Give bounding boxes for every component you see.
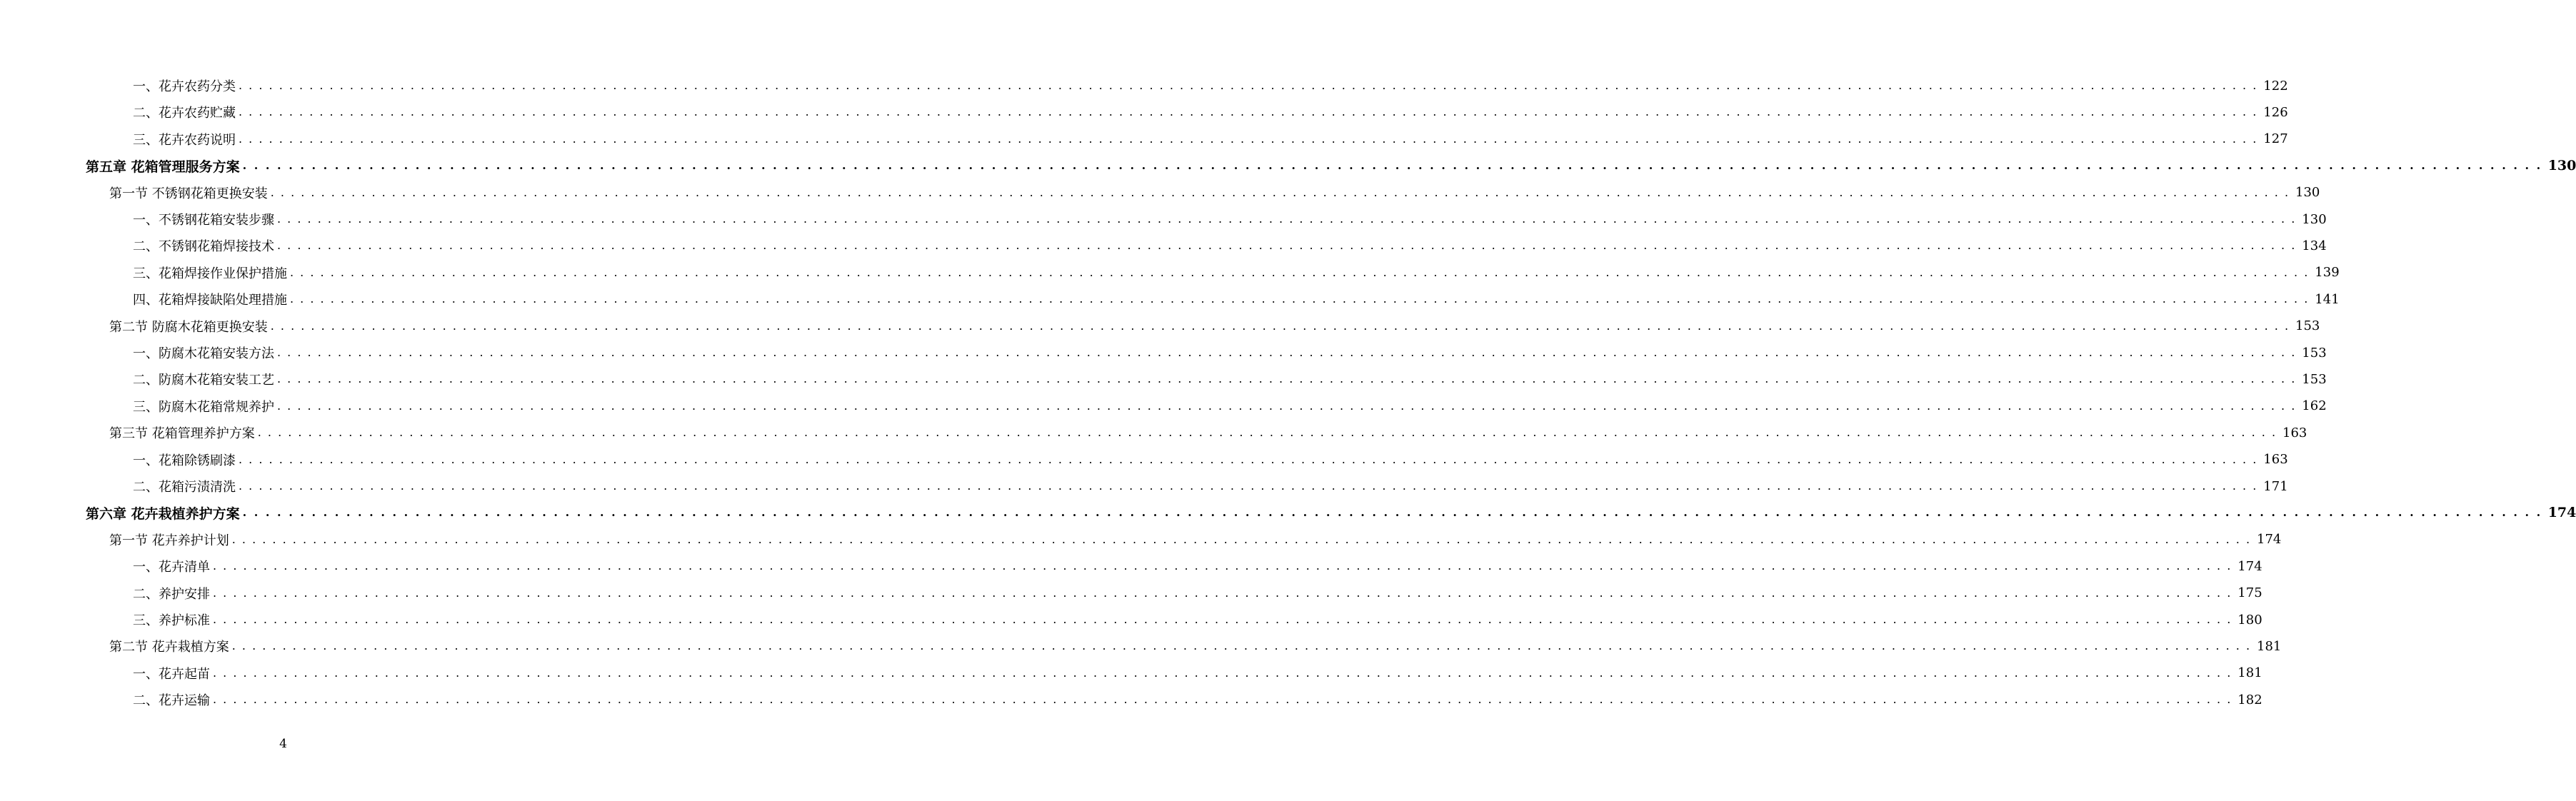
toc-entry[interactable]: [0, 343, 2327, 363]
page-number: 4: [279, 737, 287, 751]
toc-entry-page: 139: [2315, 265, 2340, 281]
toc-dot-leader: . . . . . . . . . . . . . . . . . . . . . . . . . . . . . . . . . . . . . . . . . . . . . . . . . . . . . . . . . . . . . . . . . . . . . . . . . . . . . . . . . . . . . . . . . . . . . . . . . . . . . . . . . . . . . . . . . . . . . . . . . . . . . . . . . . . . . . . . . . . . . . . . . . . . . . . . . . . . . . . . . . . . . . . . . . . . . . . . . . . . . . . . . . . . . . . . . . . . . . . .: [239, 131, 2258, 146]
toc-entry-page: 181: [2257, 638, 2282, 654]
toc-dot-leader: . . . . . . . . . . . . . . . . . . . . . . . . . . . . . . . . . . . . . . . . . . . . . . . . . . . . . . . . . . . . . . . . . . . . . . . . . . . . . . . . . . . . . . . . . . . . . . . . . . . . . . . . . . . . . . . . . . . . . . . . . . . . . . . . . . . . . . . . . . . . . . . . . . . . . . . . . . . . . . . . . . . . . . . . . . . . . . . . . . . . . . . . . . . . . . . . . . . . . . . .: [277, 346, 2297, 359]
toc-entry-title: 二、防腐木花箱安装工艺: [133, 373, 274, 388]
toc-entry-page: 153: [2302, 371, 2327, 387]
toc-entry-page: 130: [2547, 158, 2576, 174]
toc-dot-leader: . . . . . . . . . . . . . . . . . . . . . . . . . . . . . . . . . . . . . . . . . . . . . . . . . . . . . . . . . . . . . . . . . . . . . . . . . . . . . . . . . . . . . . . . . . . . . . . . . . . . . . . . . . . . . . . . . . . . . . . . . . . . . . . . . . . . . . . . . . . . . . . . . . . . . . . . . . . . . . . . . . . . . . . . . . . . . . . . . . . . . . . . . . . . . . . . . . . . . . . .: [270, 185, 2290, 199]
toc-entry-title: 第三节 花箱管理养护方案: [109, 426, 255, 442]
toc-entry-page: 153: [2295, 318, 2320, 334]
toc-dot-leader: . . . . . . . . . . . . . . . . . . . . . . . . . . . . . . . . . . . . . . . . . . . . . . . . . . . . . . . . . . . . . . . . . . . . . . . . . . . . . . . . . . . . . . . . . . . . . . . . . . . . . . . . . . . . . . . . . . . . . . . . . . . . . . . . . . . . . . . . . . . . . . . . . . . . . . . . . . . . . . . . . . . . . . . . . . . . . . . . . . . . . . . . . . . . . . . . . . . . . . . .: [290, 292, 2310, 306]
toc-entry-page: 134: [2302, 238, 2327, 253]
toc-dot-leader: . . . . . . . . . . . . . . . . . . . . . . . . . . . . . . . . . . . . . . . . . . . . . . . . . . . . . . . . . . . . . . . . . . . . . . . . . . . . . . . . . . . . . . . . . . . . . . . . . . . . . . . . . . . . . . . . . . . . . . . . . . . . . . . . . . . . . . . . . . . . . . . . . . . . . . . . . . . . . . . . . . . . . . . . . . . . . . . . . . . . . . . . . . . . . . . . . . . . . . . .: [213, 692, 2232, 707]
toc-entry-title: 第五章 花箱管理服务方案: [86, 158, 240, 175]
toc-entry-page: 174: [2257, 532, 2282, 548]
toc-entry-page: 182: [2237, 692, 2262, 707]
toc-entry[interactable]: [0, 583, 2262, 603]
toc-dot-leader: . . . . . . . . . . . . . . . . . . . . . . . . . . . . . . . . . . . . . . . . . . . . . . . . . . . . . . . . . . . . . . . . . . . . . . . . . . . . . . . . . . . . . . . . . . . . . . . . . . . . . . . . . . . . . . . . . . . . . . . . . . . . . . . . . . . . . . . . . . . . . . . . . . . . . . . . . . . . . . . . . . . . . . . . . . . . . . . . . . . . . . . . . . . . . . . . . . . . . . . .: [239, 105, 2258, 119]
toc-dot-leader: . . . . . . . . . . . . . . . . . . . . . . . . . . . . . . . . . . . . . . . . . . . . . . . . . . . . . . . . . . . . . . . . . . . . . . . . . . . . . . . . . . . . . . . . . . . . . . . . . . . . . . . . . . . . . . . . . . . . . . . . . . . . . . . . . . . . . . . . . . . . . . . . . . . . . . . . . . . . . . . . . . . . . . . . . . . . . . . . . . . . . . . . . . . . . . . . . . . . . . . .: [213, 665, 2232, 680]
toc-entry[interactable]: [0, 530, 2282, 550]
toc-entry-page: 174: [2237, 558, 2262, 574]
toc-entry-title: 三、防腐木花箱常规养护: [133, 399, 274, 415]
toc-dot-leader: . . . . . . . . . . . . . . . . . . . . . . . . . . . . . . . . . . . . . . . . . . . . . . . . . . . . . . . . . . . . . . . . . . . . . . . . . . . . . . . . . . . . . . . . . . . . . . . . . . . . . . . . . . . . . . . . . . . . . . . . . . . . . . . . . . . . . . . . . . . . . . . . . . . . . . . . . . . . . . . . . . . . . . . . . . . . . . . . . . . . . . . . . . . . . . . . . . . . . . . .: [242, 505, 2542, 520]
toc-dot-leader: . . . . . . . . . . . . . . . . . . . . . . . . . . . . . . . . . . . . . . . . . . . . . . . . . . . . . . . . . . . . . . . . . . . . . . . . . . . . . . . . . . . . . . . . . . . . . . . . . . . . . . . . . . . . . . . . . . . . . . . . . . . . . . . . . . . . . . . . . . . . . . . . . . . . . . . . . . . . . . . . . . . . . . . . . . . . . . . . . . . . . . . . . . . . . . . . . . . . . . . .: [257, 425, 2277, 440]
toc-entry[interactable]: [0, 76, 2288, 96]
toc-entry-page: 163: [2263, 452, 2288, 468]
toc-entry-title: 一、花卉起苗: [133, 666, 210, 682]
toc-dot-leader: . . . . . . . . . . . . . . . . . . . . . . . . . . . . . . . . . . . . . . . . . . . . . . . . . . . . . . . . . . . . . . . . . . . . . . . . . . . . . . . . . . . . . . . . . . . . . . . . . . . . . . . . . . . . . . . . . . . . . . . . . . . . . . . . . . . . . . . . . . . . . . . . . . . . . . . . . . . . . . . . . . . . . . . . . . . . . . . . . . . . . . . . . . . . . . . . . . . . . . . .: [213, 559, 2232, 573]
toc-entry-title: 二、花卉运输: [133, 693, 210, 709]
toc-entry[interactable]: [0, 476, 2288, 496]
toc-entry-title: 第一节 不锈钢花箱更换安装: [109, 186, 268, 201]
toc-entry-title: 第六章 花卉栽植养护方案: [86, 505, 240, 522]
toc-entry[interactable]: [0, 102, 2288, 122]
toc-entry-title: 二、花卉农药贮藏: [133, 106, 236, 121]
toc-dot-leader: . . . . . . . . . . . . . . . . . . . . . . . . . . . . . . . . . . . . . . . . . . . . . . . . . . . . . . . . . . . . . . . . . . . . . . . . . . . . . . . . . . . . . . . . . . . . . . . . . . . . . . . . . . . . . . . . . . . . . . . . . . . . . . . . . . . . . . . . . . . . . . . . . . . . . . . . . . . . . . . . . . . . . . . . . . . . . . . . . . . . . . . . . . . . . . . . . . . . . . . .: [231, 639, 2252, 653]
toc-dot-leader: . . . . . . . . . . . . . . . . . . . . . . . . . . . . . . . . . . . . . . . . . . . . . . . . . . . . . . . . . . . . . . . . . . . . . . . . . . . . . . . . . . . . . . . . . . . . . . . . . . . . . . . . . . . . . . . . . . . . . . . . . . . . . . . . . . . . . . . . . . . . . . . . . . . . . . . . . . . . . . . . . . . . . . . . . . . . . . . . . . . . . . . . . . . . . . . . . . . . . . . .: [231, 532, 2252, 546]
toc-entry-title: 三、养护标准: [133, 613, 210, 628]
toc-entry[interactable]: [0, 396, 2327, 416]
toc-entry-page: 174: [2547, 505, 2576, 521]
toc-entry[interactable]: [0, 610, 2262, 630]
toc-entry[interactable]: [0, 690, 2262, 710]
toc-dot-leader: . . . . . . . . . . . . . . . . . . . . . . . . . . . . . . . . . . . . . . . . . . . . . . . . . . . . . . . . . . . . . . . . . . . . . . . . . . . . . . . . . . . . . . . . . . . . . . . . . . . . . . . . . . . . . . . . . . . . . . . . . . . . . . . . . . . . . . . . . . . . . . . . . . . . . . . . . . . . . . . . . . . . . . . . . . . . . . . . . . . . . . . . . . . . . . . . . . . . . . . .: [277, 398, 2297, 413]
toc-entry-page: 127: [2263, 131, 2288, 147]
toc-entry[interactable]: [0, 316, 2320, 336]
toc-dot-leader: . . . . . . . . . . . . . . . . . . . . . . . . . . . . . . . . . . . . . . . . . . . . . . . . . . . . . . . . . . . . . . . . . . . . . . . . . . . . . . . . . . . . . . . . . . . . . . . . . . . . . . . . . . . . . . . . . . . . . . . . . . . . . . . . . . . . . . . . . . . . . . . . . . . . . . . . . . . . . . . . . . . . . . . . . . . . . . . . . . . . . . . . . . . . . . . . . . . . . . . .: [213, 585, 2232, 600]
toc-entry-title: 二、花箱污渍清洗: [133, 480, 236, 495]
toc-entry-page: 175: [2237, 585, 2262, 601]
toc-entry-page: 122: [2263, 78, 2288, 94]
toc-entry[interactable]: [0, 156, 2576, 176]
toc-entry[interactable]: [0, 636, 2282, 656]
toc-dot-leader: . . . . . . . . . . . . . . . . . . . . . . . . . . . . . . . . . . . . . . . . . . . . . . . . . . . . . . . . . . . . . . . . . . . . . . . . . . . . . . . . . . . . . . . . . . . . . . . . . . . . . . . . . . . . . . . . . . . . . . . . . . . . . . . . . . . . . . . . . . . . . . . . . . . . . . . . . . . . . . . . . . . . . . . . . . . . . . . . . . . . . . . . . . . . . . . . . . . . . . . .: [277, 372, 2297, 386]
toc-entry[interactable]: [0, 450, 2288, 470]
toc-entry-title: 第二节 花卉栽植方案: [109, 640, 229, 655]
toc-entry-title: 二、养护安排: [133, 586, 210, 602]
toc-dot-leader: . . . . . . . . . . . . . . . . . . . . . . . . . . . . . . . . . . . . . . . . . . . . . . . . . . . . . . . . . . . . . . . . . . . . . . . . . . . . . . . . . . . . . . . . . . . . . . . . . . . . . . . . . . . . . . . . . . . . . . . . . . . . . . . . . . . . . . . . . . . . . . . . . . . . . . . . . . . . . . . . . . . . . . . . . . . . . . . . . . . . . . . . . . . . . . . . . . . . . . . .: [239, 452, 2258, 466]
toc-entry-page: 162: [2302, 398, 2327, 414]
toc-dot-leader: . . . . . . . . . . . . . . . . . . . . . . . . . . . . . . . . . . . . . . . . . . . . . . . . . . . . . . . . . . . . . . . . . . . . . . . . . . . . . . . . . . . . . . . . . . . . . . . . . . . . . . . . . . . . . . . . . . . . . . . . . . . . . . . . . . . . . . . . . . . . . . . . . . . . . . . . . . . . . . . . . . . . . . . . . . . . . . . . . . . . . . . . . . . . . . . . . . . . . . . .: [277, 212, 2297, 226]
toc-entry-title: 一、防腐木花箱安装方法: [133, 346, 274, 361]
toc-entry[interactable]: [0, 503, 2576, 523]
toc-dot-leader: . . . . . . . . . . . . . . . . . . . . . . . . . . . . . . . . . . . . . . . . . . . . . . . . . . . . . . . . . . . . . . . . . . . . . . . . . . . . . . . . . . . . . . . . . . . . . . . . . . . . . . . . . . . . . . . . . . . . . . . . . . . . . . . . . . . . . . . . . . . . . . . . . . . . . . . . . . . . . . . . . . . . . . . . . . . . . . . . . . . . . . . . . . . . . . . . . . . . . . . .: [270, 318, 2290, 333]
toc-entry-title: 一、花箱除锈刷漆: [133, 453, 236, 468]
toc-entry-title: 第二节 防腐木花箱更换安装: [109, 319, 268, 335]
toc-entry-title: 三、花箱焊接作业保护措施: [133, 266, 287, 281]
toc-entry-page: 141: [2315, 291, 2340, 307]
toc-entry-title: 二、不锈钢花箱焊接技术: [133, 239, 274, 255]
toc-entry[interactable]: [0, 423, 2307, 443]
toc-entry-title: 四、花箱焊接缺陷处理措施: [133, 293, 287, 308]
toc-entry[interactable]: [0, 183, 2320, 203]
toc-entry-title: 一、花卉农药分类: [133, 79, 236, 94]
toc-entry[interactable]: [0, 129, 2288, 149]
toc-dot-leader: . . . . . . . . . . . . . . . . . . . . . . . . . . . . . . . . . . . . . . . . . . . . . . . . . . . . . . . . . . . . . . . . . . . . . . . . . . . . . . . . . . . . . . . . . . . . . . . . . . . . . . . . . . . . . . . . . . . . . . . . . . . . . . . . . . . . . . . . . . . . . . . . . . . . . . . . . . . . . . . . . . . . . . . . . . . . . . . . . . . . . . . . . . . . . . . . . . . . . . . .: [213, 613, 2232, 626]
toc-entry-title: 第一节 花卉养护计划: [109, 533, 229, 548]
toc-dot-leader: . . . . . . . . . . . . . . . . . . . . . . . . . . . . . . . . . . . . . . . . . . . . . . . . . . . . . . . . . . . . . . . . . . . . . . . . . . . . . . . . . . . . . . . . . . . . . . . . . . . . . . . . . . . . . . . . . . . . . . . . . . . . . . . . . . . . . . . . . . . . . . . . . . . . . . . . . . . . . . . . . . . . . . . . . . . . . . . . . . . . . . . . . . . . . . . . . . . . . . . .: [239, 79, 2258, 92]
toc-entry-title: 一、不锈钢花箱安装步骤: [133, 213, 274, 228]
toc-entry-page: 130: [2295, 185, 2320, 201]
toc-entry-page: 181: [2237, 665, 2262, 681]
toc-entry-page: 126: [2263, 104, 2288, 120]
toc-entry-title: 三、花卉农药说明: [133, 132, 236, 148]
toc-entry[interactable]: [0, 289, 2340, 309]
toc-entry-page: 180: [2237, 612, 2262, 628]
toc-entry-page: 130: [2302, 211, 2327, 227]
toc-entry[interactable]: [0, 369, 2327, 389]
toc-entry[interactable]: [0, 209, 2327, 229]
toc-dot-leader: . . . . . . . . . . . . . . . . . . . . . . . . . . . . . . . . . . . . . . . . . . . . . . . . . . . . . . . . . . . . . . . . . . . . . . . . . . . . . . . . . . . . . . . . . . . . . . . . . . . . . . . . . . . . . . . . . . . . . . . . . . . . . . . . . . . . . . . . . . . . . . . . . . . . . . . . . . . . . . . . . . . . . . . . . . . . . . . . . . . . . . . . . . . . . . . . . . . . . . . .: [277, 238, 2297, 253]
toc-dot-leader: . . . . . . . . . . . . . . . . . . . . . . . . . . . . . . . . . . . . . . . . . . . . . . . . . . . . . . . . . . . . . . . . . . . . . . . . . . . . . . . . . . . . . . . . . . . . . . . . . . . . . . . . . . . . . . . . . . . . . . . . . . . . . . . . . . . . . . . . . . . . . . . . . . . . . . . . . . . . . . . . . . . . . . . . . . . . . . . . . . . . . . . . . . . . . . . . . . . . . . . .: [242, 158, 2542, 173]
toc-dot-leader: . . . . . . . . . . . . . . . . . . . . . . . . . . . . . . . . . . . . . . . . . . . . . . . . . . . . . . . . . . . . . . . . . . . . . . . . . . . . . . . . . . . . . . . . . . . . . . . . . . . . . . . . . . . . . . . . . . . . . . . . . . . . . . . . . . . . . . . . . . . . . . . . . . . . . . . . . . . . . . . . . . . . . . . . . . . . . . . . . . . . . . . . . . . . . . . . . . . . . . . .: [239, 479, 2258, 493]
toc-entry[interactable]: [0, 556, 2262, 576]
toc-entry-page: 163: [2282, 425, 2307, 440]
toc-entry[interactable]: [0, 663, 2262, 683]
toc-entry-title: 一、花卉清单: [133, 560, 210, 575]
toc-entry[interactable]: [0, 263, 2340, 283]
toc-entry-page: 153: [2302, 345, 2327, 361]
toc-dot-leader: . . . . . . . . . . . . . . . . . . . . . . . . . . . . . . . . . . . . . . . . . . . . . . . . . . . . . . . . . . . . . . . . . . . . . . . . . . . . . . . . . . . . . . . . . . . . . . . . . . . . . . . . . . . . . . . . . . . . . . . . . . . . . . . . . . . . . . . . . . . . . . . . . . . . . . . . . . . . . . . . . . . . . . . . . . . . . . . . . . . . . . . . . . . . . . . . . . . . . . . .: [290, 265, 2310, 279]
toc-entry-page: 171: [2263, 478, 2288, 494]
toc-entry[interactable]: [0, 236, 2327, 256]
